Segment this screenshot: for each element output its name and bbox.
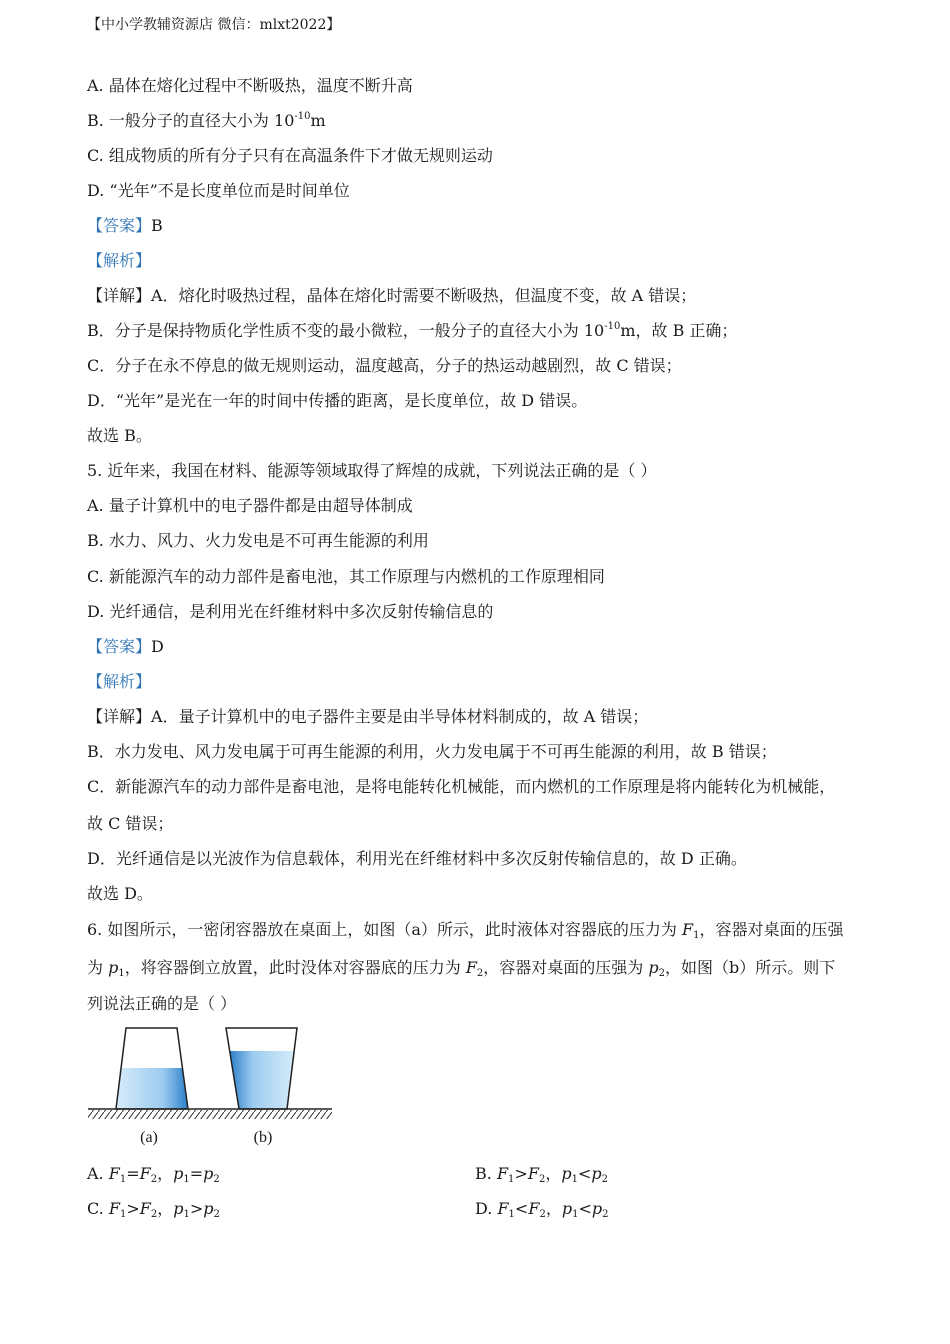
q5-stem: 5. 近年来，我国在材料、能源等领域取得了辉煌的成就，下列说法正确的是（ ） (87, 461, 657, 480)
q4-option-d: D. “光年”不是长度单位而是时间单位 (87, 181, 350, 200)
q6-option-c: C. $F_1>F_2$，$p_1>p_2$ (87, 1199, 220, 1220)
container-b (226, 1028, 297, 1109)
q4-option-a: A. 晶体在熔化过程中不断吸热，温度不断升高 (87, 76, 413, 95)
figure-label-b: (b) (253, 1129, 273, 1146)
q4-analysis-heading: 【解析】 (87, 251, 152, 270)
container-a (116, 1028, 188, 1109)
q6-stem-line2: 为 $p_1$，将容器倒立放置，此时没体对容器底的压力为 $F_2$，容器对桌面的压强为 $p_2$，如图（b）所示。则下 (87, 958, 836, 979)
q4-option-b: B. 一般分子的直径大小为 $10^{-10}m$ (87, 111, 326, 130)
q5-detail-b: B．水力发电、风力发电属于可再生能源的利用，火力发电属于不可再生能源的利用，故 B 错误； (87, 742, 777, 761)
page-header: 【中小学教辅资源店 微信：mlxt2022】 (87, 17, 341, 33)
q5-detail-c-line2: 故 C 错误； (87, 814, 174, 833)
q5-option-c: C. 新能源汽车的动力部件是畜电池，其工作原理与内燃机的工作原理相同 (87, 567, 605, 586)
q4-conclusion: 故选 B。 (87, 426, 152, 445)
liquid-a (116, 1068, 188, 1109)
q5-detail-a: 【详解】A．量子计算机中的电子器件主要是由半导体材料制成的，故 A 错误； (87, 707, 649, 726)
q5-detail-d: D．光纤通信是以光波作为信息载体，利用光在纤维材料中多次反射传输信息的，故 D 正确。 (87, 849, 747, 868)
q5-answer: 【答案】D (87, 637, 164, 656)
q5-conclusion: 故选 D。 (87, 884, 153, 903)
tabletop-hatching (88, 1110, 332, 1119)
q5-option-d: D. 光纤通信，是利用光在纤维材料中多次反射传输信息的 (87, 602, 494, 621)
liquid-b (230, 1051, 295, 1109)
q4-detail-b: B．分子是保持物质化学性质不变的最小微粒，一般分子的直径大小为 $10^{-10}m$，故 B 正确； (87, 321, 738, 340)
q5-analysis-heading: 【解析】 (87, 672, 152, 691)
q6-stem-line3: 列说法正确的是（ ） (87, 994, 237, 1013)
q4-answer: 【答案】B (87, 216, 163, 235)
q5-detail-c-line1: C．新能源汽车的动力部件是畜电池，是将电能转化机械能，而内燃机的工作原理是将内能转化为机械能， (87, 777, 836, 796)
container-figure (86, 1024, 336, 1149)
q4-detail-a: 【详解】A．熔化时吸热过程，晶体在熔化时需要不断吸热，但温度不变，故 A 错误； (87, 286, 697, 305)
q6-option-a: A. $F_1=F_2$，$p_1=p_2$ (87, 1164, 220, 1185)
q4-detail-d: D．“光年”是光在一年的时间中传播的距离，是长度单位，故 D 错误。 (87, 391, 588, 410)
q6-option-d: D. $F_1<F_2$，$p_1<p_2$ (475, 1199, 609, 1220)
figure-label-a: (a) (140, 1129, 158, 1146)
q5-option-a: A. 量子计算机中的电子器件都是由超导体制成 (87, 496, 413, 515)
q4-option-c: C. 组成物质的所有分子只有在高温条件下才做无规则运动 (87, 146, 493, 165)
q5-option-b: B. 水力、风力、火力发电是不可再生能源的利用 (87, 531, 429, 550)
q6-stem-line1: 6. 如图所示，一密闭容器放在桌面上，如图（a）所示，此时液体对容器底的压力为 $F_1$，容器对桌面的压强 (87, 920, 844, 941)
q4-detail-c: C．分子在永不停息的做无规则运动，温度越高，分子的热运动越剧烈，故 C 错误； (87, 356, 682, 375)
q6-option-b: B. $F_1>F_2$，$p_1<p_2$ (475, 1164, 608, 1185)
